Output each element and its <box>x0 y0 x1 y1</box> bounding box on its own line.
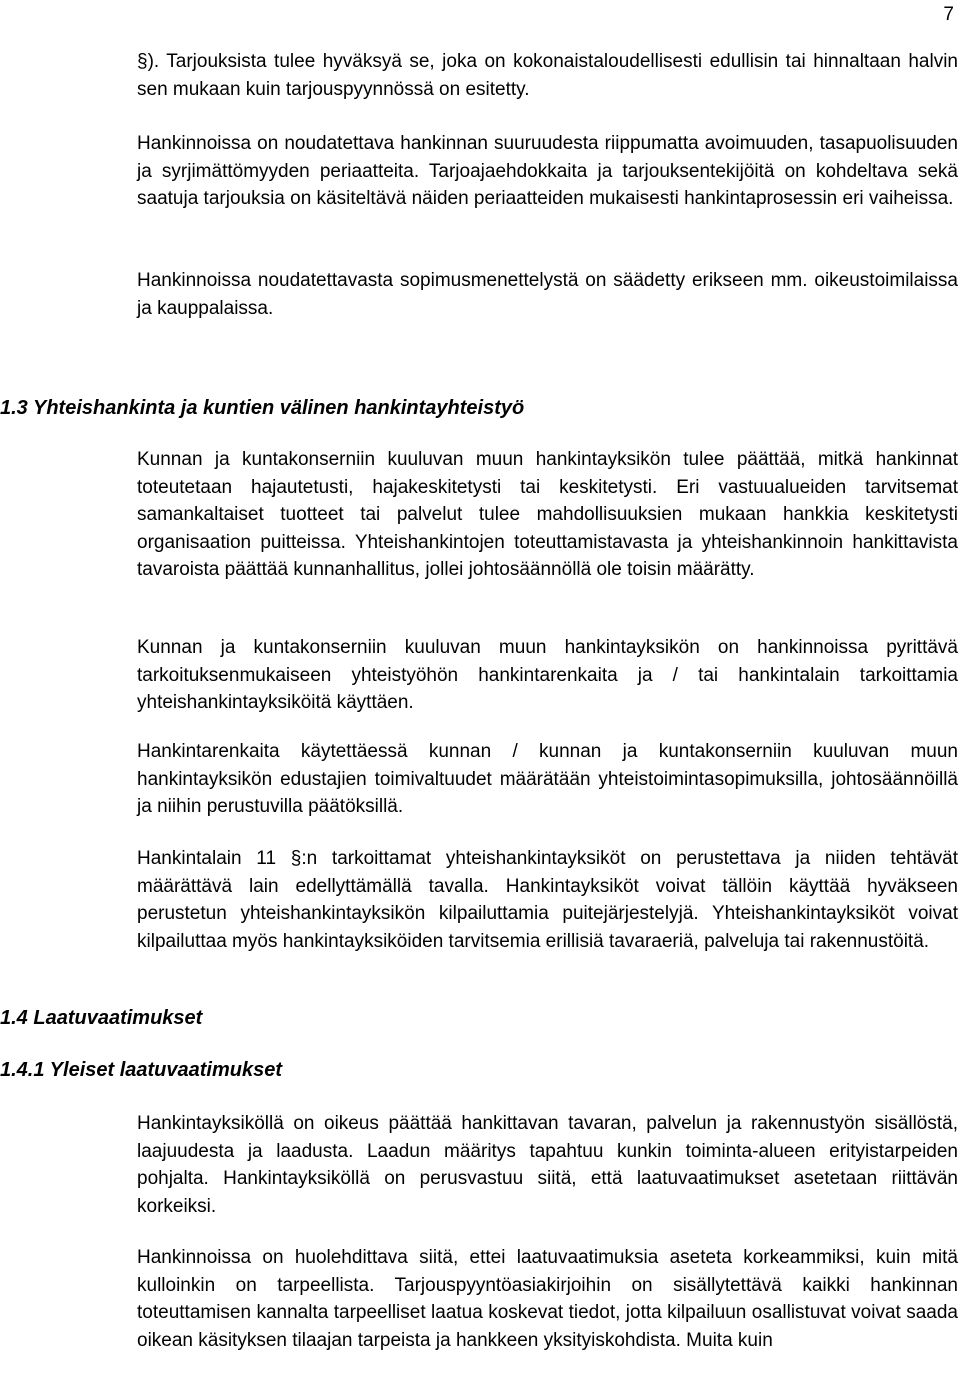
intro-paragraph-2: Hankinnoissa on noudatettava hankinnan suuruudesta riippumatta avoimuuden, tasapuolisuuden ja syrjimättömyyden periaatteita. Tarjoajaehdokkaita ja tarjouksentekijöitä on kohdeltava sekä saatuja tarjouksia on käsiteltävä näiden periaatteiden mukaisesti hankintaprosessin eri vaiheissa. <box>137 133 958 209</box>
intro-paragraph-1: §). Tarjouksista tulee hyväksyä se, joka on kokonaistaloudellisesti edullisin tai hinnaltaan halvin sen mukaan kuin tarjouspyynnössä on esitetty. <box>137 51 958 100</box>
section-1-4-1-paragraph-2: Hankinnoissa on huolehdittava siitä, ettei laatuvaatimuksia aseteta korkeammiksi, kuin mitä kulloinkin on tarpeellista. Tarjouspyyntöasiakirjoihin on sisällytettävä kaikki hankinnan toteuttamisen kannalta tarpeelliset laatua koskevat tiedot, jotta kilpailuun osallistuvat voivat saada oikean käsityksen tilaajan tarpeista ja hankkeen yksityiskohdista. Muita kuin <box>137 1247 958 1351</box>
section-1-4-1-paragraph-1: Hankintayksiköllä on oikeus päättää hankittavan tavaran, palvelun ja rakennustyön sisällöstä, laajuudesta ja laadusta. Laadun määritys tapahtuu kunkin toiminta-alueen erityistarpeiden pohjalta. Hankintayksiköllä on perusvastuu siitä, että laatuvaatimukset asetetaan riittävän korkeiksi. <box>137 1113 958 1217</box>
section-heading-1-3: 1.3 Yhteishankinta ja kuntien välinen hankintayhteistyö <box>0 397 525 419</box>
section-heading-1-4: 1.4 Laatuvaatimukset <box>0 1007 203 1029</box>
section-1-3-paragraph-1: Kunnan ja kuntakonserniin kuuluvan muun hankintayksikön tulee päättää, mitkä hankinnat toteutetaan hajautetusti, hajakeskitetysti tai keskitetysti. Eri vastuualueiden tarvitsemat samankaltaiset tuotteet tai palvelut tulee mahdollisuuksien mukaan hankkia keskitetysti organisaation puitteissa. Yhteishankintojen toteuttamistavasta ja yhteishankinnoin hankittavista tavaroista päättää kunnanhallitus, jollei johtosäännöllä ole toisin määrätty. <box>137 449 958 580</box>
section-1-3-paragraph-3: Hankintarenkaita käytettäessä kunnan / kunnan ja kuntakonserniin kuuluvan muun hankintayksikön edustajien toimivaltuudet määrätään yhteistoimintasopimuksilla, johtosäännöillä ja niihin perustuvilla päätöksillä. <box>137 741 958 817</box>
section-1-3-paragraph-2: Kunnan ja kuntakonserniin kuuluvan muun hankintayksikön on hankinnoissa pyrittävä tarkoituksenmukaiseen yhteistyöhön hankintarenkaita ja / tai hankintalain tarkoittamia yhteishankintayksiköitä käyttäen. <box>137 637 958 713</box>
section-heading-1-4-1: 1.4.1 Yleiset laatuvaatimukset <box>0 1059 283 1081</box>
section-1-3-paragraph-4: Hankintalain 11 §:n tarkoittamat yhteishankintayksiköt on perustettava ja niiden tehtävät määrättävä lain edellyttämällä tavalla. Hankintayksiköt voivat tällöin käyttää hyväkseen perustetun yhteishankintayksikön kilpailuttamia puitejärjestelyjä. Yhteishankintayksiköt voivat kilpailuttaa myös hankintayksiköiden tarvitsemia erillisiä tavaraeriä, palveluja tai rakennustöitä. <box>137 848 958 952</box>
intro-paragraph-3: Hankinnoissa noudatettavasta sopimusmenettelystä on säädetty erikseen mm. oikeustoimilaissa ja kauppalaissa. <box>137 270 958 319</box>
page-number: 7 <box>943 4 954 25</box>
